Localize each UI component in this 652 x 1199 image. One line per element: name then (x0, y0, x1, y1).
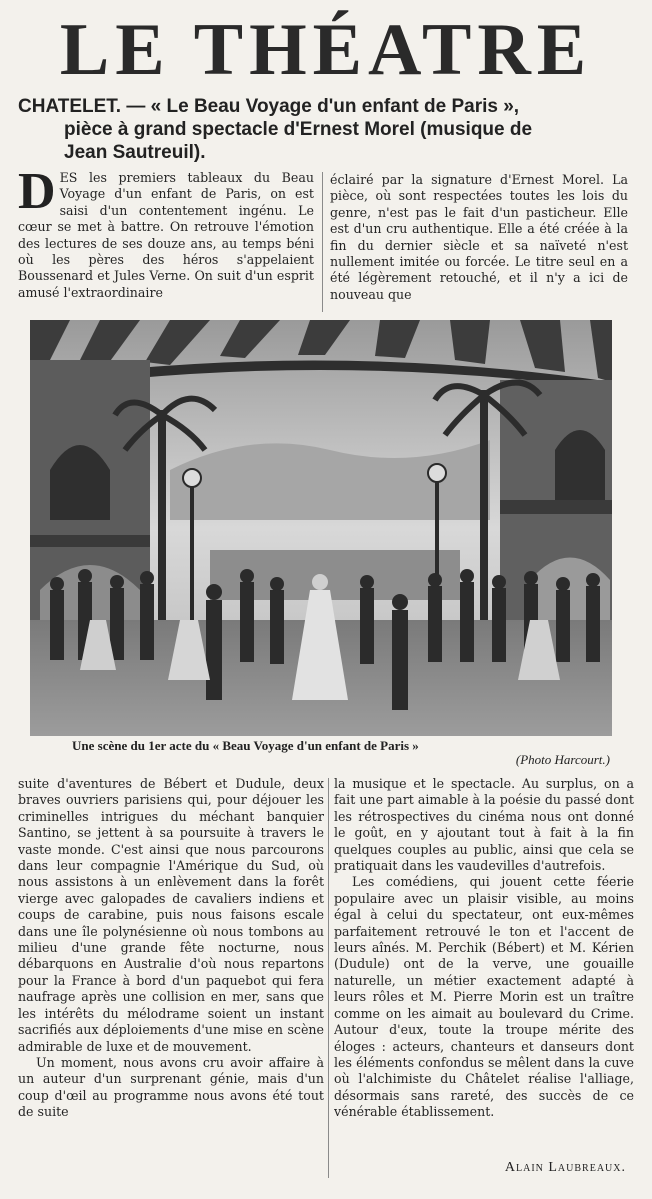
stage-photo (30, 320, 612, 736)
column-bottom-left (18, 776, 324, 1190)
stage-scene-illustration (30, 320, 612, 736)
paragraph-intro: ES les premiers tableaux du Beau Voyage d'un enfant de Paris, on est saisi d'un contentement ingénu. Le cœur se met à battre. On retrouve l'émotion des lectures de ses douze ans, au temps béni où les pères des héros s'appelaient Boussenard et Jules Verne. On suit d'un esprit amusé l'extraordinaire (18, 170, 314, 300)
drop-cap: D (18, 170, 56, 220)
column-divider-bottom (328, 778, 329, 1178)
masthead-title: LE THÉATRE (59, 9, 593, 91)
photo-credit: (Photo Harcourt.) (515, 752, 610, 767)
article-headline (18, 95, 630, 164)
column-bottom-right (334, 776, 634, 1158)
column-top-right (330, 172, 628, 316)
headline-line-2: pièce à grand spectacle d'Ernest Morel (musique de (64, 119, 533, 140)
paragraph-music: la musique et le spectacle. Au surplus, on a fait une part aimable à la poésie du passé dont les rétrospectives du cinéma nous ont donné le goût, en y ajoutant tout à fait à la fin quelques couples au public, ainsi que cela se pratiquait dans les vaudevilles d'autrefois. (334, 776, 634, 874)
headline-line-3: Jean Sautreuil). (64, 142, 206, 163)
paragraph-actors: Les comédiens, qui jouent cette féerie populaire avec un plaisir visible, au moins égal à celui du spectateur, ont eux-mêmes parfaitement retrouvé le ton et l'accent de leurs aînés. M. Perchik (Bébert) et M. Kérien (Dudule) ont de la verve, une gouaille naturelle, un métier exactement adapté à leurs rôles et M. Pierre Morin est un traître comme on les aimait au boulevard du Crime. Autour d'eux, toute la troupe mérite des éloges : acteurs, chanteurs et danseurs dont les éléments confondus se mêlent dans la cuve où l'alchimiste du Châtelet réalise l'alliage, désormais sans rareté, des succès de ce vénérable établissement. (334, 874, 634, 1120)
column-divider-top (322, 172, 323, 312)
paragraph-signature-note: éclairé par la signature d'Ernest Morel. La pièce, où sont respectées toutes les lois du genre, n'est pas le fait d'un pasticheur. Elle est d'un cru authentique. Elle a été créée à la fin du dernier siècle et sa naïveté n'est nullement imitée ou forcée. Le titre seul en a été légèrement retouché, et il n'y a ici de nouveau que (330, 172, 628, 302)
paragraph-program: Un moment, nous avons cru avoir affaire à un auteur d'un surprenant génie, mais d'un coup d'œil au programme nous avons été tout de suite (18, 1054, 324, 1120)
headline-line-1: CHATELET. — « Le Beau Voyage d'un enfant de Paris », (18, 96, 520, 117)
paragraph-adventures: suite d'aventures de Bébert et Dudule, deux braves ouvriers parisiens qui, pour déjouer les criminelles intrigues du méchant banquier Santino, se jettent à sa poursuite à travers le vaste monde. C'est ainsi que nous parcourons dans leur compagnie l'Amérique du Sud, où nous assistons à un enlèvement dans la forêt vierge avec galopades de cavaliers indiens et coups de carabine, puis nous faisons escale dans une île polynésienne où nous tombons au milieu d'une grande fête nocturne, nous débarquons en Australie d'où nous repartons pour la France à bord d'un paquebot qui fera naufrage après une collision en mer, sans que les intérêts du mélodrame soient un instant sacrifiés aux déploiements d'une mise en scène admirable de luxe et de mouvement. (18, 776, 324, 1054)
photo-caption: Une scène du 1er acte du « Beau Voyage d'un enfant de Paris » (72, 738, 419, 753)
author-signature: Alain Laubreaux. (504, 1160, 626, 1175)
column-top-left (18, 170, 314, 316)
